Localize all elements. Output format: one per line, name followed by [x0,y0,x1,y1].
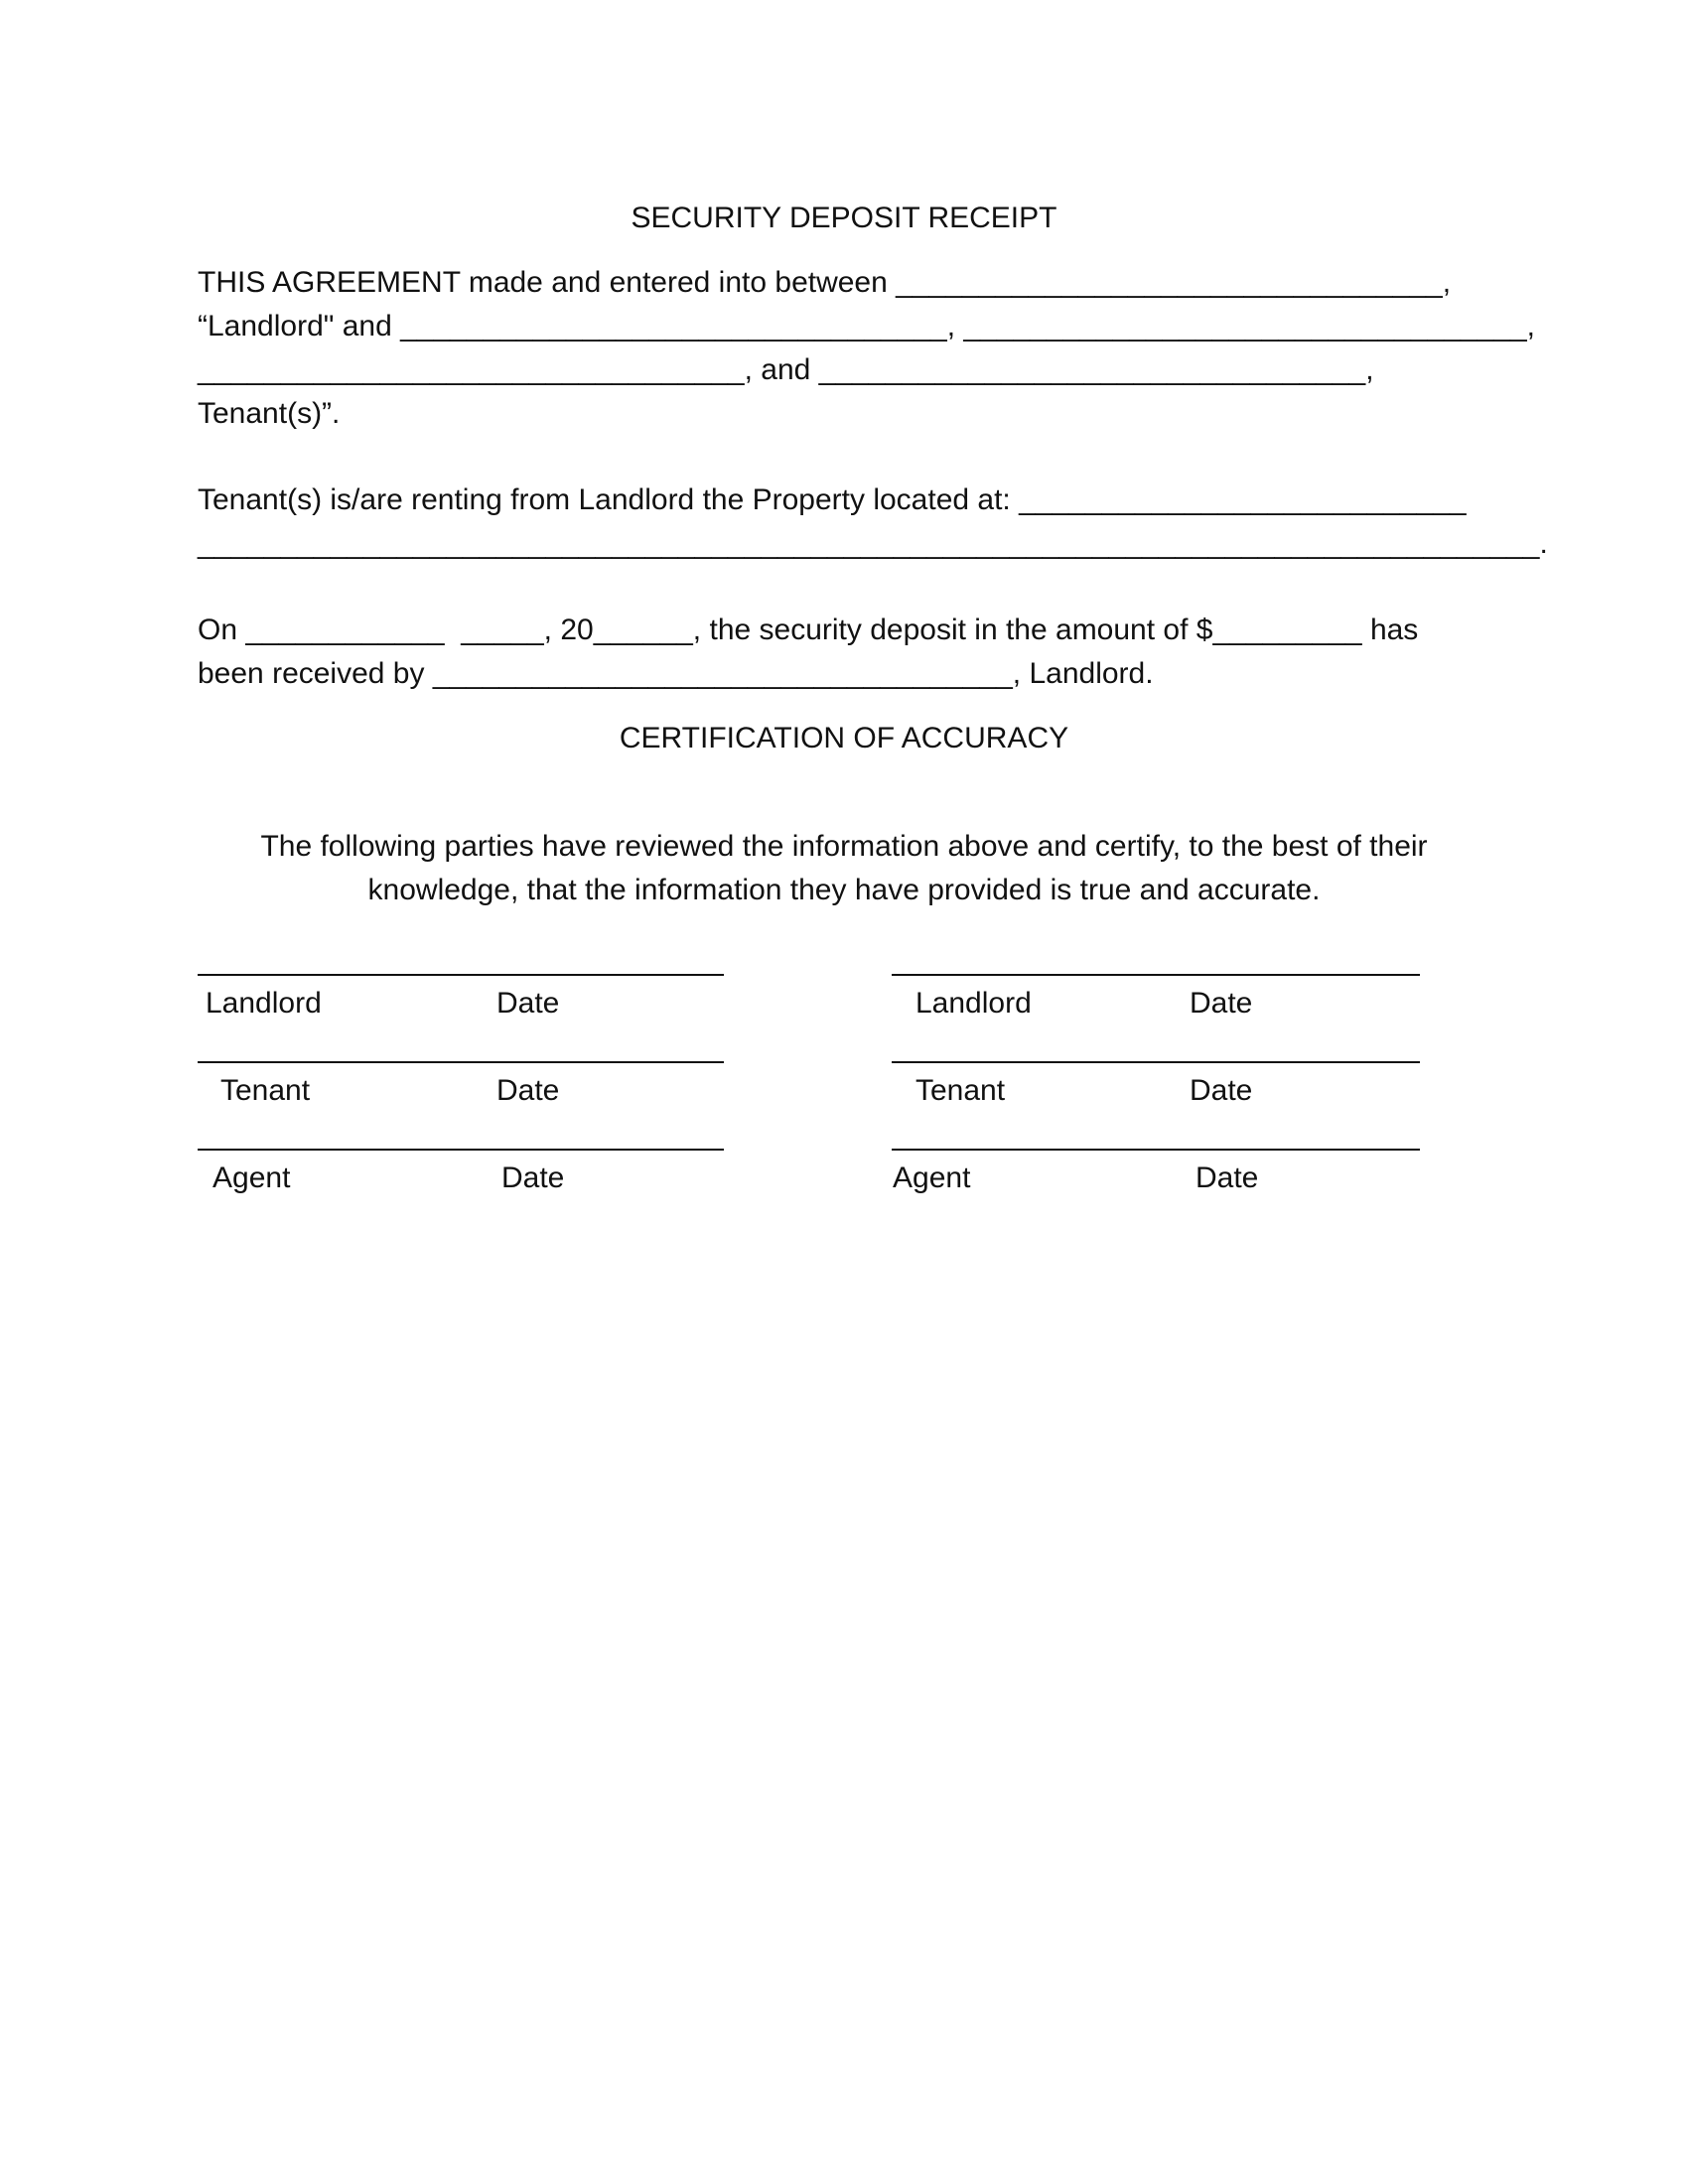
signature-date-left-landlord: Date [496,987,560,1020]
deposit-line-1: On ____________ _____, 20______, the security deposit in the amount of $_________ has [198,614,1419,646]
deposit-line-2: been received by ___________________________________, Landlord. [198,657,1154,690]
signature-line-right-landlord [892,974,1420,976]
agreement-line-1: THIS AGREEMENT made and entered into between _________________________________, [198,266,1452,299]
signature-role-right-tenant: Tenant [915,1074,1006,1107]
signature-date-left-tenant: Date [496,1074,560,1107]
signature-line-left-agent [198,1149,724,1151]
agreement-line-2: “Landlord" and _________________________________, __________________________________, [198,310,1535,342]
property-line-2: _________________________________________________________________________________. [198,527,1548,560]
document-title: SECURITY DEPOSIT RECEIPT [631,202,1057,234]
signature-role-left-landlord: Landlord [206,987,322,1020]
signature-role-right-landlord: Landlord [915,987,1032,1020]
signature-role-left-agent: Agent [212,1161,291,1194]
signature-role-right-agent: Agent [893,1161,971,1194]
signature-line-left-tenant [198,1061,724,1063]
signature-role-left-tenant: Tenant [220,1074,311,1107]
certification-heading: CERTIFICATION OF ACCURACY [619,722,1069,754]
signature-line-right-tenant [892,1061,1420,1063]
agreement-line-4: Tenant(s)”. [198,397,341,430]
certification-line-1: The following parties have reviewed the information above and certify, to the best of their [260,830,1428,863]
signature-line-left-landlord [198,974,724,976]
signature-date-left-agent: Date [501,1161,565,1194]
signature-date-right-tenant: Date [1190,1074,1253,1107]
signature-date-right-landlord: Date [1190,987,1253,1020]
certification-line-2: knowledge, that the information they have provided is true and accurate. [367,874,1321,906]
property-line-1: Tenant(s) is/are renting from Landlord the Property located at: ___________________________ [198,483,1467,516]
signature-date-right-agent: Date [1196,1161,1259,1194]
signature-line-right-agent [892,1149,1420,1151]
agreement-line-3: _________________________________, and _________________________________, [198,353,1374,386]
